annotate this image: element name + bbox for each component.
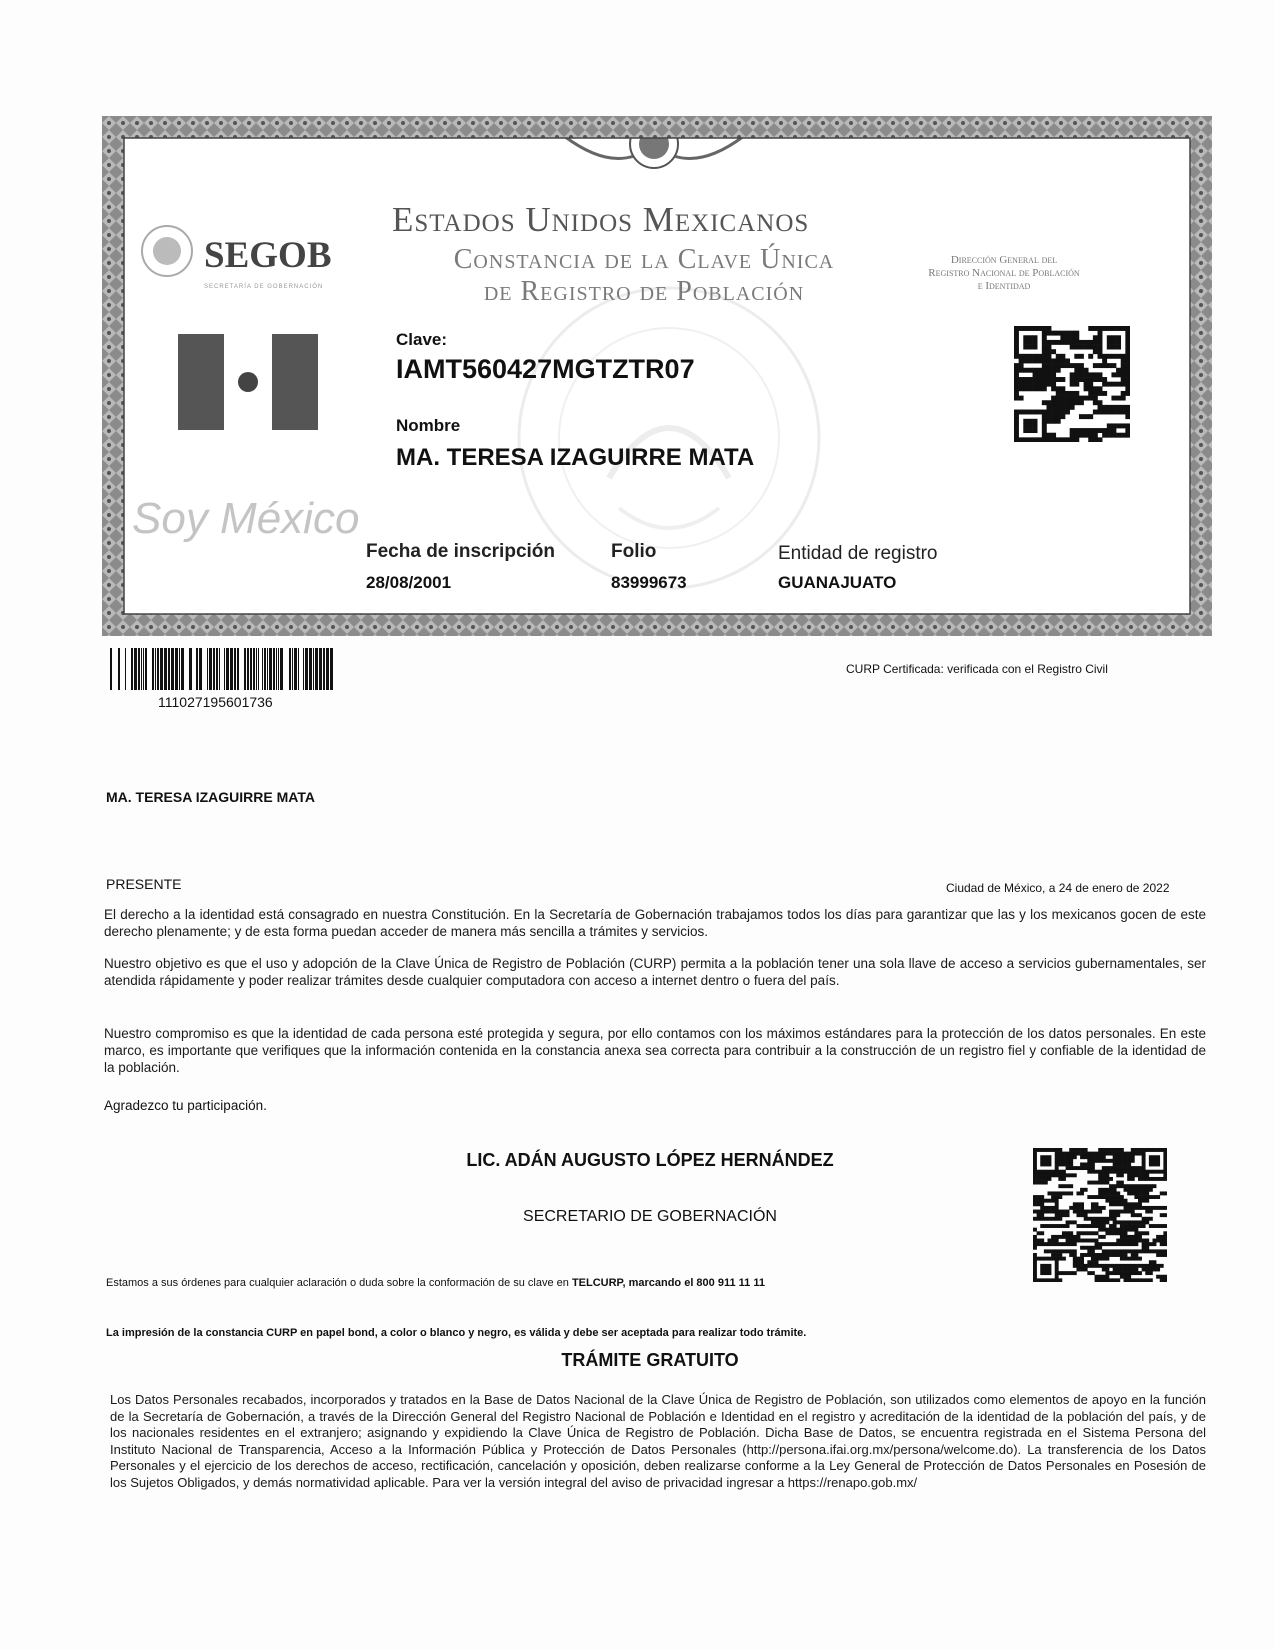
document-title-line1: Constancia de la Clave Única (453, 244, 835, 275)
letter-date: Ciudad de México, a 24 de enero de 2022 (946, 881, 1170, 895)
validity-note: La impresión de la constancia CURP en papel bond, a color o blanco y negro, es válida y debe ser aceptada para realizar todo trámite. (106, 1327, 807, 1339)
telcurp-phone: TELCURP, marcando el 800 911 11 11 (571, 1277, 765, 1289)
nombre-label: Nombre (396, 416, 461, 435)
agency-line1: Dirección General del (950, 254, 1058, 266)
document-title-line2: de Registro de Población (483, 276, 805, 307)
fecha-label: Fecha de inscripción (366, 541, 555, 562)
signer-name: LIC. ADÁN AUGUSTO LÓPEZ HERNÁNDEZ (466, 1150, 834, 1170)
contact-text: Estamos a sus órdenes para cualquier aclaración o duda sobre la conformación de su clave en (106, 1277, 572, 1289)
letter-qr-code (1033, 1148, 1167, 1282)
barcode (110, 648, 336, 690)
folio-label: Folio (611, 541, 657, 562)
signer-title: SECRETARIO DE GOBERNACIÓN (523, 1208, 777, 1225)
privacy-notice: Los Datos Personales recabados, incorporados y tratados en la Base de Datos Nacional de la Clave Única de Registro de Población, son utilizados como elementos de apoyo en la función de la Secretaría de Gobernación, a través de la Dirección General del Registro Nacional de Población e Identidad en el registro y acreditación de la identidad de la población del país, y de los nacionales residentes en el extranjero; asignando y expidiendo la Clave Única de Registro de Población. Dicha Base de Datos, se encuentra registrada en el Sistema Persona del Instituto Nacional de Transparencia, Acceso a la Información Pública y Protección de Datos Personales (http://persona.ifai.org.mx/persona/welcome.do). La transferencia de los Datos Personales y el ejercicio de los derechos de acceso, rectificación, cancelación y oposición, deben realizarse conforme a la Ley General de Protección de Datos Personales en Posesión de los Sujetos Obligados, y demás normatividad aplicable. Para ver la versión integral del aviso de privacidad ingresar a https://renapo.gob.mx/ (110, 1392, 1206, 1490)
presente-label: PRESENTE (106, 876, 182, 892)
agency-line3: e Identidad (977, 280, 1031, 292)
agency-line2: Registro Nacional de Población (928, 267, 1080, 279)
country-title: Estados Unidos Mexicanos (392, 200, 810, 239)
letter-paragraph-2: Nuestro objetivo es que el uso y adopción de la Clave Única de Registro de Población (CURP) permita a la población tener una sola llave de acceso a servicios gubernamentales, ser atendida rápidamente y poder realizar trámites desde cualquier computadora con acceso a internet dentro o fuera del país. (104, 956, 1206, 988)
entidad-value: GUANAJUATO (778, 573, 897, 592)
letter-thanks: Agradezco tu participación. (104, 1098, 267, 1113)
certificate-ornamental-border (102, 116, 1212, 636)
barcode-number: 111027195601736 (158, 694, 273, 710)
segob-logo-text: SEGOB (204, 235, 332, 276)
soy-mexico-slogan: Soy México (132, 494, 360, 543)
entidad-label: Entidad de registro (778, 543, 938, 564)
name-value: MA. TERESA IZAGUIRRE MATA (396, 444, 755, 471)
clave-label: Clave: (396, 330, 448, 349)
certified-note: CURP Certificada: verificada con el Registro Civil (846, 662, 1108, 676)
free-procedure-title: TRÁMITE GRATUITO (561, 1350, 739, 1370)
folio-value: 83999673 (611, 573, 687, 592)
curp-value: IAMT560427MGTZTR07 (396, 354, 695, 384)
fecha-value: 28/08/2001 (366, 573, 452, 592)
letter-recipient: MA. TERESA IZAGUIRRE MATA (106, 789, 315, 805)
letter-paragraph-1: El derecho a la identidad está consagrado en nuestra Constitución. En la Secretaría de Gobernación trabajamos todos los días para garantizar que las y los mexicanos gocen de este derecho plenamente; y de esta forma puedan acceder de manera más sencilla a trámites y servicios. (104, 907, 1206, 939)
letter-paragraph-3: Nuestro compromiso es que la identidad de cada persona esté protegida y segura, por ello contamos con los máximos estándares para la protección de los datos personales. En este marco, es importante que verifiques que la información contenida en la constancia anexa sea correcta para contribuir a la construcción de un registro fiel y confiable de la identidad de la población. (104, 1026, 1206, 1075)
contact-line (106, 1277, 765, 1289)
segob-subtitle: SECRETARÍA DE GOBERNACIÓN (204, 284, 324, 290)
